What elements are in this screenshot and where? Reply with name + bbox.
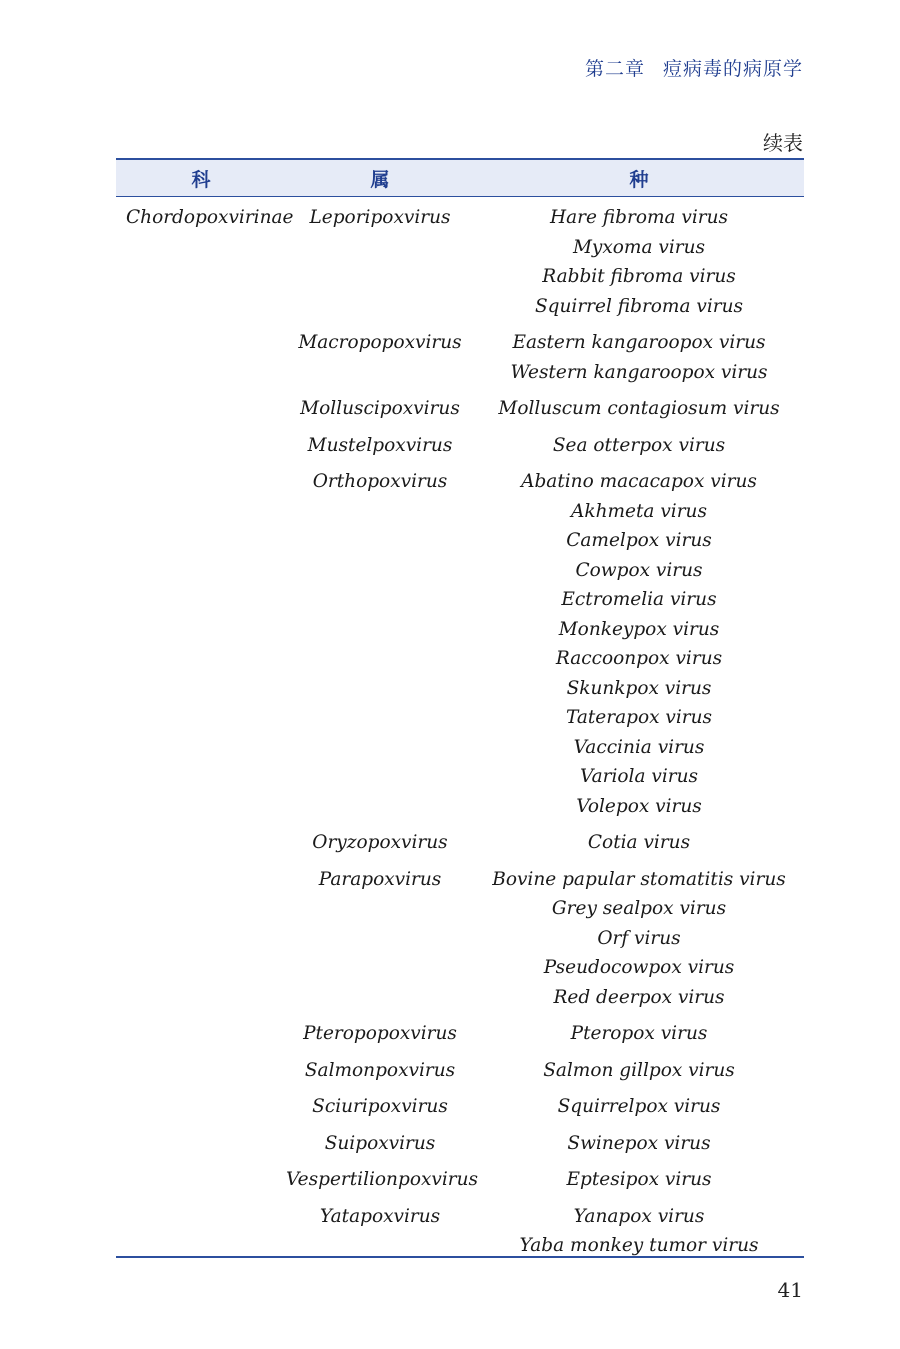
table-bottom-rule	[116, 1256, 804, 1258]
family-cell: Chordopoxvirinae	[126, 207, 294, 228]
family-cell	[116, 467, 286, 821]
table-row	[116, 467, 804, 821]
genus-cell: Pteropopoxvirus	[303, 1023, 457, 1044]
species-cell	[474, 1129, 804, 1159]
header-genus: 属	[370, 168, 390, 191]
species-cell	[474, 1019, 804, 1049]
chapter-title: 痘病毒的病原学	[662, 58, 803, 80]
family-cell	[116, 1019, 286, 1049]
family-cell	[116, 328, 286, 387]
table-row	[116, 1165, 804, 1195]
species-cell	[474, 328, 804, 387]
species-name: Camelpox virus	[566, 530, 712, 551]
family-cell	[116, 394, 286, 424]
genus-cell: Orthopoxvirus	[312, 471, 448, 492]
species-name: Rabbit fibroma virus	[542, 266, 736, 287]
genus-cell: Suipoxvirus	[324, 1132, 436, 1154]
species-name: Cotia virus	[587, 832, 691, 853]
genus-cell: Parapoxvirus	[318, 868, 442, 890]
species-name: Grey sealpox virus	[551, 898, 727, 919]
genus-cell: Vespertilionpoxvirus	[286, 1169, 479, 1190]
species-name: Squirrel fibroma virus	[534, 295, 744, 317]
species-cell	[474, 865, 804, 1013]
genus-cell: Sciuripoxvirus	[312, 1096, 448, 1117]
species-name: Ectromelia virus	[561, 589, 717, 610]
species-name: Pteropox virus	[570, 1023, 708, 1044]
chapter-label: 第二章	[584, 58, 645, 80]
species-name: Sea otterpox virus	[552, 434, 726, 456]
species-name: Myxoma virus	[572, 236, 706, 258]
header-species: 种	[629, 168, 649, 191]
genus-cell: Yatapoxvirus	[319, 1205, 441, 1227]
table-row	[116, 431, 804, 461]
species-name: Abatino macacapox virus	[521, 471, 757, 492]
genus-cell: Molluscipoxvirus	[300, 398, 460, 419]
family-cell	[116, 1056, 286, 1086]
taxonomy-table	[116, 158, 804, 1268]
table-row	[116, 1019, 804, 1049]
header-family: 科	[191, 168, 211, 191]
species-name: Salmon gillpox virus	[543, 1059, 735, 1081]
genus-cell: Mustelpoxvirus	[307, 434, 453, 456]
species-name: Skunkpox virus	[566, 677, 712, 699]
species-name: Variola virus	[579, 766, 699, 787]
species-cell	[474, 1165, 804, 1195]
table-body	[116, 197, 804, 1261]
species-name: Molluscum contagiosum virus	[498, 398, 780, 419]
species-name: Bovine papular stomatitis virus	[492, 868, 786, 890]
genus-cell: Salmonpoxvirus	[304, 1059, 456, 1081]
family-cell	[116, 1165, 286, 1195]
species-name: Volepox virus	[576, 795, 702, 817]
species-name: Western kangaroopox virus	[510, 361, 768, 383]
species-name: Pseudocowpox virus	[543, 957, 735, 978]
family-cell	[116, 431, 286, 461]
species-name: Eastern kangaroopox virus	[512, 332, 766, 353]
species-cell	[474, 431, 804, 461]
species-name: Raccoonpox virus	[555, 648, 723, 669]
page-number: 41	[777, 1278, 803, 1302]
running-head	[585, 54, 803, 81]
species-name: Akhmeta virus	[571, 500, 707, 522]
table-row	[116, 394, 804, 424]
species-name: Swinepox virus	[567, 1132, 711, 1154]
table-row	[116, 1129, 804, 1159]
species-cell	[474, 394, 804, 424]
table-row	[116, 828, 804, 858]
species-name: Cowpox virus	[575, 559, 703, 581]
species-name: Eptesipox virus	[566, 1169, 712, 1190]
species-name: Squirrelpox virus	[557, 1096, 721, 1117]
family-cell	[116, 828, 286, 858]
species-name: Yaba monkey tumor virus	[519, 1235, 759, 1256]
family-cell	[116, 1129, 286, 1159]
species-name: Yanapox virus	[573, 1205, 705, 1227]
genus-cell: Macropopoxvirus	[298, 332, 462, 353]
table-header	[116, 158, 804, 197]
species-cell	[474, 1056, 804, 1086]
species-name: Vaccinia virus	[573, 736, 705, 758]
table-row	[116, 1056, 804, 1086]
table-row	[116, 1092, 804, 1122]
table-row	[116, 328, 804, 387]
species-cell	[474, 828, 804, 858]
species-cell	[474, 467, 804, 821]
species-name: Hare fibroma virus	[549, 207, 729, 228]
species-name: Red deerpox virus	[553, 986, 725, 1008]
species-name: Taterapox virus	[565, 707, 713, 728]
table-row	[116, 865, 804, 1013]
species-cell	[474, 1092, 804, 1122]
table-row	[116, 1202, 804, 1261]
family-cell	[116, 1202, 286, 1261]
species-name: Monkeypox virus	[558, 618, 720, 640]
genus-cell: Leporipoxvirus	[309, 207, 451, 228]
species-cell	[474, 1202, 804, 1261]
species-name: Orf virus	[597, 927, 681, 949]
species-cell	[474, 203, 804, 321]
continued-label: 续表	[763, 131, 803, 155]
family-cell	[116, 865, 286, 1013]
family-cell	[116, 1092, 286, 1122]
genus-cell: Oryzopoxvirus	[312, 832, 448, 853]
table-row	[116, 203, 804, 321]
